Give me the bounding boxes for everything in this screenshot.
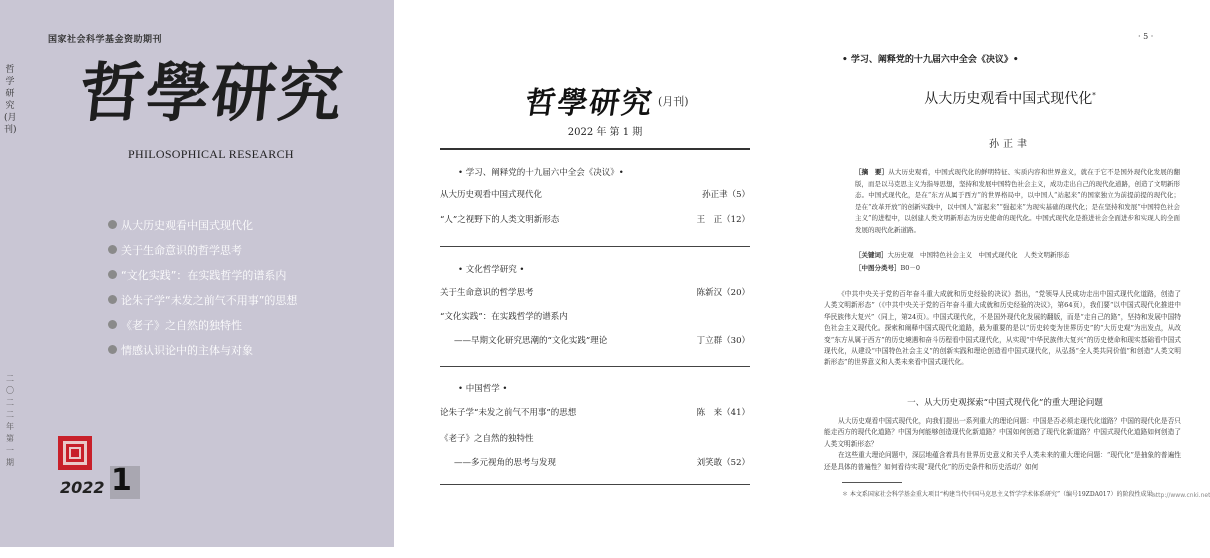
cover-title: 哲學研究	[76, 56, 348, 131]
toc-author: 丁立群（30）	[696, 336, 750, 346]
classification-label: ［中图分类号］	[855, 264, 901, 272]
body-paragraph: 在这些重大理论问题中，深层地蕴含着具有世界历史意义和关乎人类未来的重大理论问题：“现代化”是抽象的普遍性还是具体的普遍性？如何看待实现“现代化”的历史条件和历史活动？如何	[824, 451, 1181, 471]
contents-logo-sub: (月刊)	[658, 95, 689, 108]
keywords-label: ［关键词］	[855, 251, 888, 259]
toc-row[interactable]	[440, 432, 750, 444]
bullet-icon	[108, 220, 117, 229]
toc-subtitle: ——多元视角的思考与发现	[454, 458, 557, 468]
footnote: ＊ 本文系国家社会科学基金重大项目“构建当代中国马克思主义哲学学术体系研究”（编号19ZDA017）的阶段性成果。	[842, 491, 1159, 498]
toc-row[interactable]	[454, 334, 750, 346]
bullet-icon	[108, 270, 117, 279]
divider	[440, 148, 750, 150]
toc-author: 陈新汉（20）	[696, 288, 750, 298]
classification-value: B0－0	[900, 264, 921, 272]
cover-title-en: PHILOSOPHICAL RESEARCH	[128, 147, 294, 161]
cover-toc-label: 情感认识论中的主体与对象	[121, 343, 253, 357]
cover-toc-item	[108, 262, 297, 287]
cover-toc-item	[108, 337, 297, 362]
cover-side-year: 二〇二二年 第一期	[6, 374, 14, 467]
toc-title: “文化实践”：在实践哲学的谱系内	[440, 312, 568, 322]
toc-row[interactable]	[440, 213, 750, 225]
abstract-text: 从大历史观看，中国式现代化的鲜明特征、实质内容和世界意义，就在于它不是国外现代化发展的翻版，而是以马克思主义为指导思想，坚持和发展中国特色社会主义，成功走出自己的现代化道路，创造了文明新形态。中国式现代化，是在“东方从属于西方”的世界格局中，以中国人“站起来”的国家独立为前提前提的现代化；是在“改革开放”的创新实践中，以中国人“富起来”“强起来”为现实基础的现代化；是在坚持和发展“中国特色社会主义”的进程中，以创建人类文明新形态为历史使命的现代化。中国式现代化是推进社会全面进步和实现人的全面发展的现代化新道路。	[855, 168, 1181, 234]
footnote-mark: *	[1092, 91, 1096, 100]
divider	[440, 484, 750, 485]
column-heading: • 学习、阐释党的十九届六中全会《决议》•	[842, 55, 1019, 65]
divider	[440, 366, 750, 367]
classification	[855, 263, 1180, 274]
body-paragraph: 从大历史观看中国式现代化，向我们提出一系列重大的理论问题：中国是否必须走现代化道路？中国的现代化是否只能走西方的现代化道路？中国为何能够创造现代化新道路？中国如何创造了现代化新道路？中国式现代化道路如何创造了人类文明新形态？	[824, 417, 1181, 448]
bullet-icon	[108, 295, 117, 304]
toc-title: 关于生命意识的哲学思考	[440, 288, 534, 298]
article-page	[800, 0, 1210, 558]
cover-toc-label: 《老子》之自然的独特性	[121, 318, 242, 332]
bullet-icon	[108, 345, 117, 354]
abstract-label: ［摘 要］	[855, 168, 889, 176]
toc-row[interactable]	[440, 188, 750, 200]
abstract	[855, 167, 1180, 236]
section-heading: • 学习、阐释党的十九届六中全会《决议》•	[458, 168, 624, 178]
toc-row[interactable]	[440, 406, 750, 418]
keywords-text: 大历史观 中国特色社会主义 中国式现代化 人类文明新形态	[887, 251, 1070, 259]
cover-toc-label: “文化实践”：在实践哲学的谱系内	[121, 268, 287, 282]
cover-toc-label: 论朱子学“未发之前气不用事”的思想	[121, 293, 298, 307]
watermark: http://www.cnki.net	[1152, 492, 1210, 499]
toc-subtitle: ——早期文化研究思潮的“文化实践”理论	[454, 336, 608, 346]
contents-page	[410, 0, 790, 558]
article-title-text: 从大历史观看中国式现代化	[924, 91, 1093, 107]
toc-title: “人”之视野下的人类文明新形态	[440, 215, 560, 225]
cover-toc-item	[108, 312, 297, 337]
cover-toc-item	[108, 287, 297, 312]
cover-top-line: 国家社会科学基金资助期刊	[48, 35, 163, 45]
toc-author: 刘笑敢（52）	[696, 458, 750, 468]
toc-author: 王 正（12）	[696, 215, 750, 225]
contents-logo: 哲學研究	[523, 86, 656, 121]
contents-issue-line: 2022 年 第 1 期	[567, 127, 643, 138]
toc-row[interactable]	[440, 286, 750, 298]
body-text	[824, 416, 1181, 473]
cover-toc-label: 关于生命意识的哲学思考	[121, 243, 242, 257]
cover-year: 2022	[60, 478, 105, 497]
cover-toc	[108, 212, 297, 362]
article-title	[800, 88, 1200, 108]
toc-title: 《老子》之自然的独特性	[440, 434, 534, 444]
section-heading: • 文化哲学研究 •	[458, 265, 525, 275]
footnote-divider	[842, 482, 902, 483]
section-heading: • 中国哲学 •	[458, 384, 508, 394]
cover-toc-label: 从大历史观看中国式现代化	[121, 218, 253, 232]
divider	[440, 246, 750, 247]
toc-author: 陈 来（41）	[696, 408, 750, 418]
cover-side-text: 哲学研究(月刊)	[4, 65, 17, 135]
page-number: · 5 ·	[1138, 32, 1154, 41]
toc-title: 论朱子学“未发之前气不用事”的思想	[440, 408, 577, 418]
toc-author: 孙正聿（5）	[702, 190, 750, 200]
journal-cover	[0, 0, 394, 547]
section-heading: 一、从大历史观探索“中国式现代化”的重大理论问题	[907, 398, 1103, 408]
cover-issue-number: 1	[111, 463, 132, 498]
cover-toc-item	[108, 237, 297, 262]
keywords	[855, 250, 1180, 261]
toc-row[interactable]	[440, 310, 750, 322]
seal-icon	[58, 436, 92, 470]
bullet-icon	[108, 320, 117, 329]
article-author: 孙正聿	[989, 139, 1031, 150]
toc-title: 从大历史观看中国式现代化	[440, 190, 543, 200]
bullet-icon	[108, 245, 117, 254]
cover-toc-item	[108, 212, 297, 237]
toc-row[interactable]	[454, 456, 750, 468]
body-paragraph: 《中共中央关于党的百年奋斗重大成就和历史经验的决议》指出，“党领导人民成功走出中国式现代化道路，创造了人类文明新形态”（《中共中央关于党的百年奋斗重大成就和历史经验的决议》，第64页），我们要“以中国式现代化推进中华民族伟大复兴”（同上，第24页）。中国式现代化，不是国外现代化发展的翻版，而是“走自己的路”，坚持和发展中国特色社会主义现代化。探索和阐释中国式现代化道路，最为重要的是以“历史转变为世界历史”的“大历史观”为出发点，从改变“东方从属于西方”的历史境遇和奋斗历程看中国式现代化，从实现“中华民族伟大复兴”的历史使命和现实基础看中国式现代化，从建设“中国特色社会主义”的创新实践和理论创造看中国式现代化，从弘扬“全人类共同价值”和创造“人类文明新形态”的世界意义和人类未来看中国式现代化。	[824, 290, 1181, 367]
